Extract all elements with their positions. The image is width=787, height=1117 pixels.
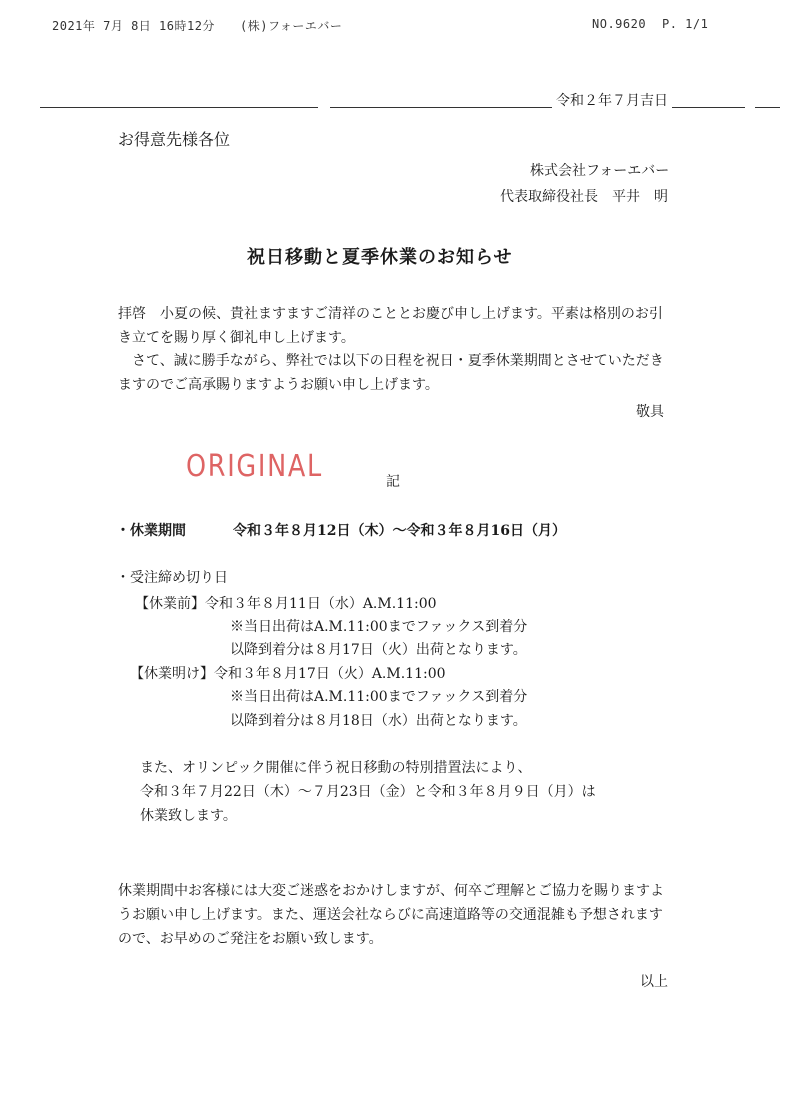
intro-line: 拝啓 小夏の候、貴社ますますご清祥のこととお慶び申し上げます。平素は格別のお引 [118, 306, 663, 322]
closing-line: 休業期間中お客様には大変ご迷惑をおかけしますが、何卒ご理解とご協力を賜りますよ [118, 883, 664, 899]
intro-line: き立てを賜り厚く御礼申し上げます。 [118, 330, 355, 346]
cutoff-after: 【休業明け】令和３年８月17日（火）A.M.11:00 [130, 666, 446, 682]
fax-datetime: 2021年 7月 8日 16時12分 [52, 19, 215, 33]
fax-sender: (株)フォーエバー [240, 19, 343, 33]
recipient: お得意先様各位 [118, 130, 231, 149]
fax-page: P. 1/1 [662, 17, 709, 31]
cutoff-before-note: 以降到着分は８月17日（火）出荷となります。 [230, 642, 527, 658]
cutoff-before-note: ※当日出荷はA.M.11:00までファックス到着分 [230, 619, 528, 635]
intro-line: ますのでご高承賜りますようお願い申し上げます。 [118, 377, 439, 393]
header-rule-end [755, 107, 780, 108]
cutoff-after-note: 以降到着分は８月18日（水）出荷となります。 [230, 713, 527, 729]
olympic-line: また、オリンピック開催に伴う祝日移動の特別措置法により、 [140, 760, 532, 776]
closing-line: ので、お早めのご発注をお願い致します。 [118, 931, 383, 947]
olympic-line: 令和３年７月22日（木）～７月23日（金）と令和３年８月９日（月）は [140, 784, 596, 800]
sender-representative: 代表取締役社長 平井 明 [500, 189, 668, 205]
holiday-value: 令和３年８月12日（木）～令和３年８月16日（月） [233, 523, 566, 539]
cutoff-after-note: ※当日出荷はA.M.11:00までファックス到着分 [230, 689, 528, 705]
header-rule-right [330, 107, 745, 108]
header-rule-left [40, 107, 318, 108]
ijou: 以上 [640, 974, 668, 990]
original-stamp: ORIGINAL [186, 449, 323, 484]
cutoff-label: ・受注締め切り日 [116, 570, 228, 586]
holiday-label: ・休業期間 [116, 523, 186, 539]
sender-company: 株式会社フォーエバー [530, 163, 670, 179]
document-title: 祝日移動と夏季休業のお知らせ [247, 247, 513, 268]
intro-line: さて、誠に勝手ながら、弊社では以下の日程を祝日・夏季休業期間とさせていただき [118, 353, 664, 369]
keigu: 敬具 [636, 404, 664, 420]
olympic-line: 休業致します。 [140, 808, 237, 824]
document-date: 令和２年７月吉日 [552, 90, 672, 110]
cutoff-before: 【休業前】令和３年８月11日（水）A.M.11:00 [135, 596, 437, 612]
ki-label: 記 [386, 474, 400, 490]
fax-number: NO.9620 [592, 17, 647, 31]
closing-line: うお願い申し上げます。また、運送会社ならびに高速道路等の交通混雑も予想されます [118, 907, 663, 923]
